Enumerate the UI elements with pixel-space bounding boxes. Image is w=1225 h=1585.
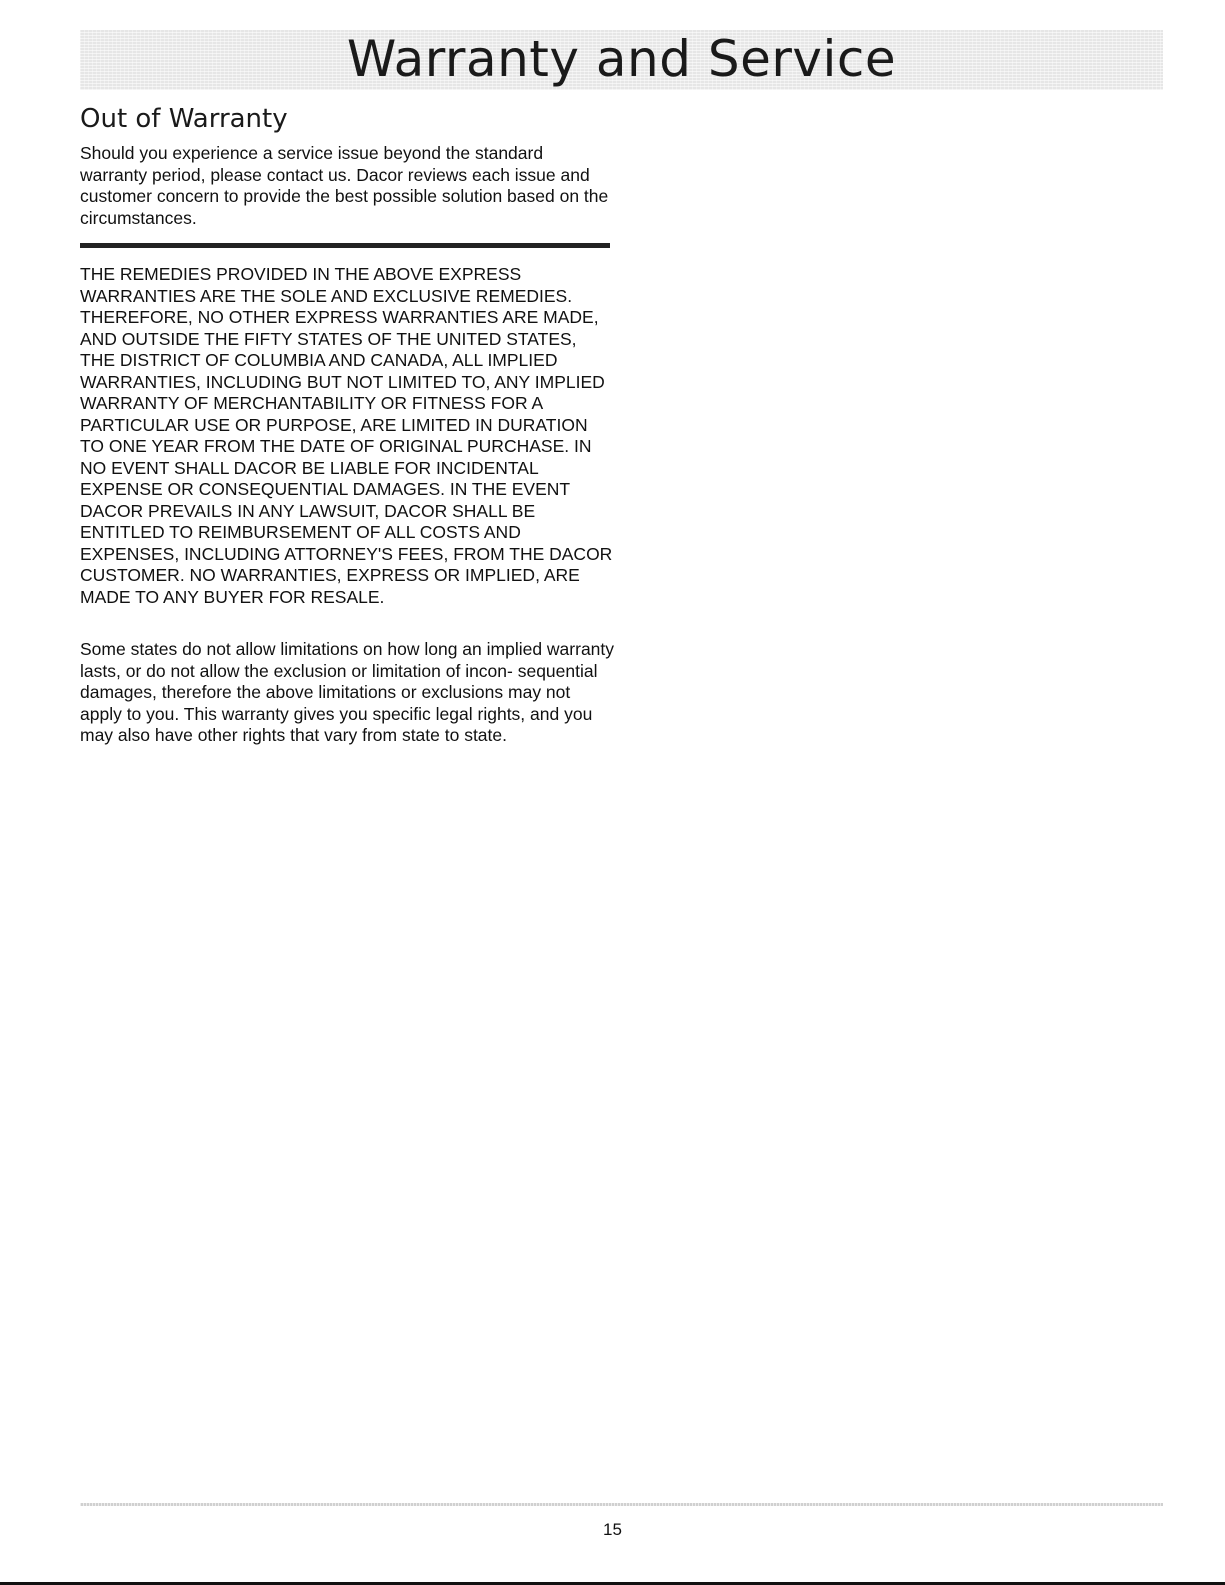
intro-paragraph: Should you experience a service issue beyond the standard warranty period, please contact us. Dacor reviews each issue and customer concern to provide the best possible solution based on the circumstances. <box>80 143 609 228</box>
footer-rule <box>80 1503 1163 1506</box>
section-heading: Out of Warranty <box>80 104 288 134</box>
legal-disclaimer: THE REMEDIES PROVIDED IN THE ABOVE EXPRESS WARRANTIES ARE THE SOLE AND EXCLUSIVE REMEDIES. THEREFORE, NO OTHER EXPRESS WARRANTIES ARE MADE, AND OUTSIDE THE FIFTY STATES OF THE UNITED STATES, THE DISTRICT OF COLUMBIA AND CANADA, ALL IMPLIED WARRANTIES, INCLUDING BUT NOT LIMITED TO, ANY IMPLIED WARRANTY OF MERCHANTABILITY OR FITNESS FOR A PARTICULAR USE OR PURPOSE, ARE LIMITED IN DURATION TO ONE YEAR FROM THE DATE OF ORIGINAL PURCHASE. IN NO EVENT SHALL DACOR BE LIABLE FOR INCIDENTAL EXPENSE OR CONSEQUENTIAL DAMAGES. IN THE EVENT DACOR PREVAILS IN ANY LAWSUIT, DACOR SHALL BE ENTITLED TO REIMBURSEMENT OF ALL COSTS AND EXPENSES, INCLUDING ATTORNEY'S FEES, FROM THE DACOR CUSTOMER. NO WARRANTIES, EXPRESS OR IMPLIED, ARE MADE TO ANY BUYER FOR RESALE. <box>80 264 613 607</box>
page-title: Warranty and Service <box>346 30 897 88</box>
state-rights-notice: Some states do not allow limitations on how long an implied warranty lasts, or do not allow the exclusion or limitation of incon- sequential damages, therefore the above limitations or exclusions may not apply to you. This warranty gives you specific legal rights, and you may also have other rights that vary from state to state. <box>80 639 615 745</box>
page-number: 15 <box>603 1520 622 1539</box>
section-divider <box>80 243 610 248</box>
